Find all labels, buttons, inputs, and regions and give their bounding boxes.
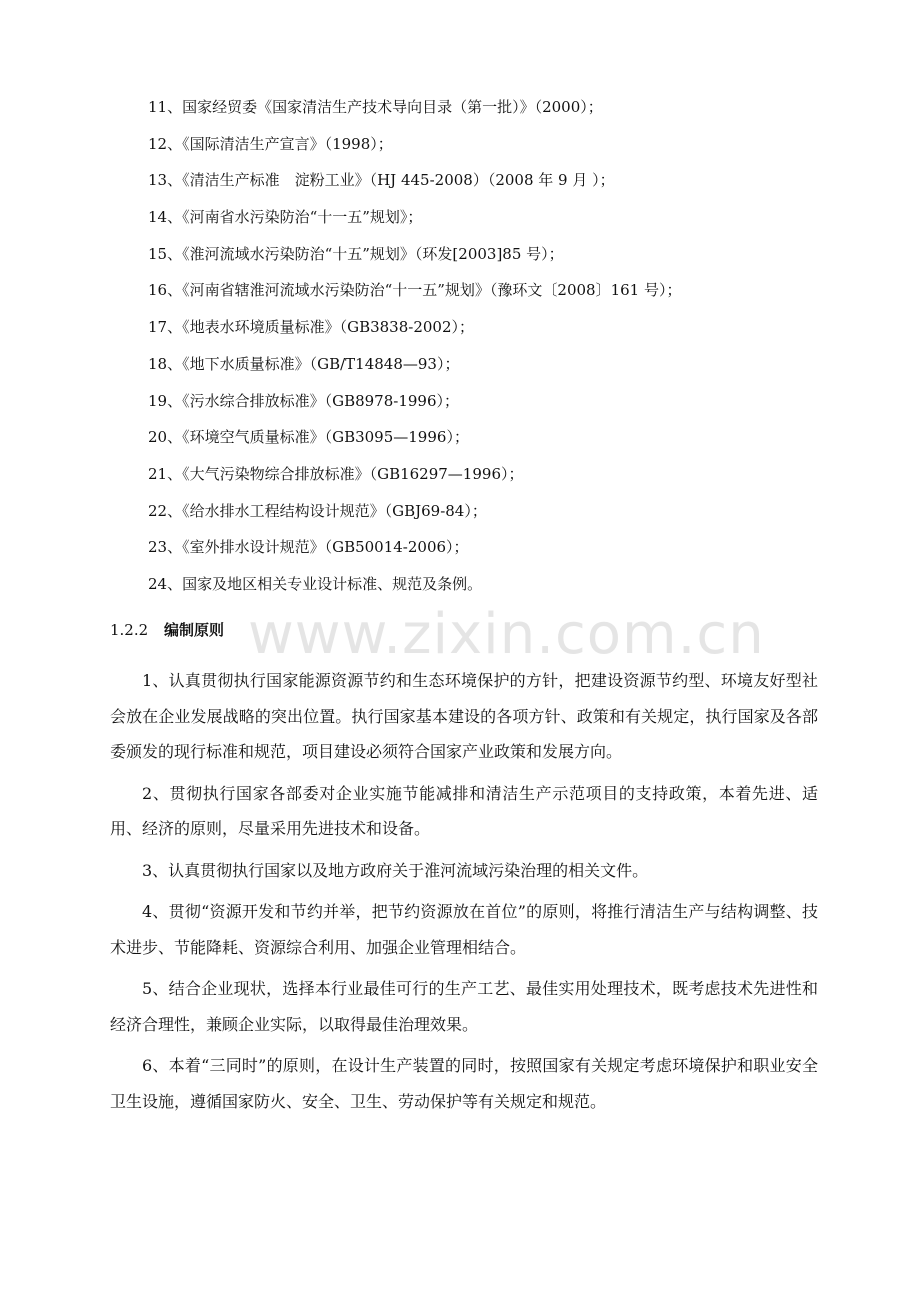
principle-paragraph: 4、贯彻“资源开发和节约并举，把节约资源放在首位”的原则，将推行清洁生产与结构调整、技术进步、节能降耗、资源综合利用、加强企业管理相结合。 [110, 902, 818, 957]
reference-item: 12、《国际清洁生产宣言》（1998）； [148, 134, 393, 153]
reference-item: 17、《地表水环境质量标准》（GB3838-2002）； [148, 318, 475, 337]
principle-paragraph: 1、认真贯彻执行国家能源资源节约和生态环境保护的方针，把建设资源节约型、环境友好型社会放在企业发展战略的突出位置。执行国家基本建设的各项方针、政策和有关规定，执行国家及各部委颁发的现行标准和规范，项目建设必须符合国家产业政策和发展方向。 [110, 671, 818, 761]
reference-item: 19、《污水综合排放标准》（GB8978-1996）； [148, 391, 460, 410]
principle-paragraph: 6、本着“三同时”的原则，在设计生产装置的同时，按照国家有关规定考虑环境保护和职业安全卫生设施，遵循国家防火、安全、卫生、劳动保护等有关规定和规范。 [110, 1056, 818, 1111]
reference-item: 14、《河南省水污染防治“十一五”规划》； [148, 208, 423, 227]
watermark: www.zixin.com.cn [248, 602, 765, 667]
principle-paragraph: 2、贯彻执行国家各部委对企业实施节能减排和清洁生产示范项目的支持政策，本着先进、适用、经济的原则，尽量采用先进技术和设备。 [110, 783, 818, 838]
reference-item: 11、国家经贸委《国家清洁生产技术导向目录（第一批）》（2000）； [148, 98, 603, 116]
reference-item: 22、《给水排水工程结构设计规范》（GBJ69-84）； [148, 501, 487, 520]
reference-item: 16、《河南省辖淮河流域水污染防治“十一五”规划》（豫环文〔2008〕161 号）； [148, 281, 682, 300]
reference-item: 18、《地下水质量标准》（GB/T14848—93）； [148, 354, 460, 373]
reference-item: 20、《环境空气质量标准》（GB3095—1996）； [148, 428, 469, 447]
section-number: 1.2.2 [110, 621, 149, 639]
reference-item: 21、《大气污染物综合排放标准》（GB16297—1996）； [148, 464, 524, 483]
principles-body [110, 663, 818, 1125]
reference-list [148, 94, 828, 608]
principle-paragraph: 3、认真贯彻执行国家以及地方政府关于淮河流域污染治理的相关文件。 [142, 860, 649, 880]
principle-paragraph: 5、结合企业现状，选择本行业最佳可行的生产工艺、最佳实用处理技术，既考虑技术先进性和经济合理性，兼顾企业实际，以取得最佳治理效果。 [110, 979, 818, 1034]
reference-item: 15、《淮河流域水污染防治“十五”规划》（环发[2003]85 号）； [148, 244, 564, 263]
reference-item: 24、国家及地区相关专业设计标准、规范及条例。 [148, 574, 483, 593]
reference-item: 23、《室外排水设计规范》（GB50014-2006）； [148, 538, 469, 557]
section-heading [110, 617, 224, 643]
section-title: 编制原则 [164, 621, 225, 639]
reference-item: 13、《清洁生产标准 淀粉工业》（HJ 445-2008）（2008 年 9 月 ）； [148, 171, 615, 190]
